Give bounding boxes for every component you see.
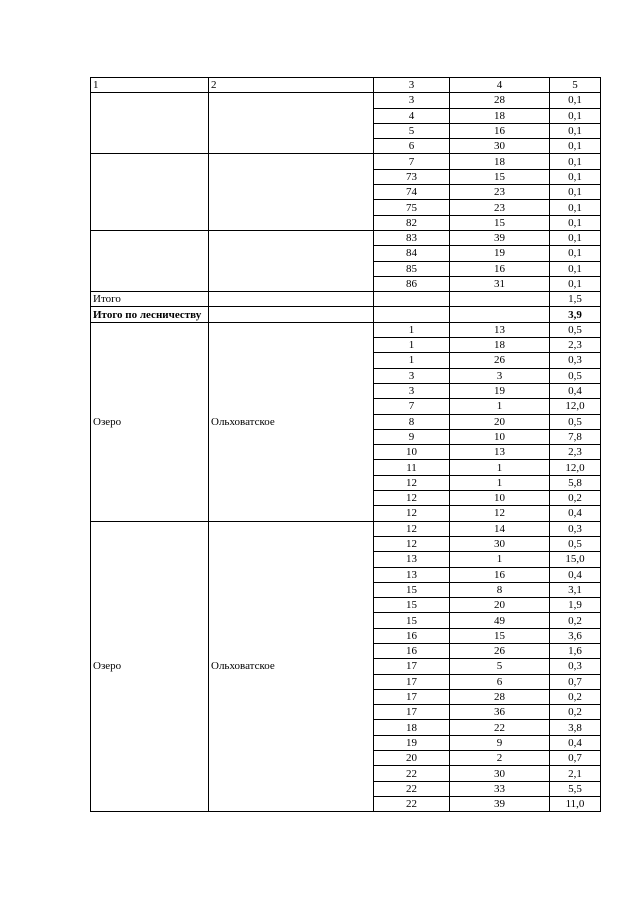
plot-cell: 16 xyxy=(450,123,550,138)
header-row xyxy=(91,78,601,93)
quarter-cell: 74 xyxy=(374,185,450,200)
quarter-cell: 12 xyxy=(374,491,450,506)
plot-cell: 1 xyxy=(450,460,550,475)
quarter-cell: 15 xyxy=(374,582,450,597)
quarter-cell: 85 xyxy=(374,261,450,276)
area-cell: 2,3 xyxy=(550,338,601,353)
area-cell: 0,1 xyxy=(550,200,601,215)
plot-cell: 1 xyxy=(450,399,550,414)
area-cell: 0,1 xyxy=(550,108,601,123)
plot-cell: 13 xyxy=(450,445,550,460)
plot-cell: 3 xyxy=(450,368,550,383)
area-cell: 0,5 xyxy=(550,536,601,551)
area-cell: 0,1 xyxy=(550,185,601,200)
plot-cell: 26 xyxy=(450,353,550,368)
quarter-cell: 10 xyxy=(374,445,450,460)
quarter-cell: 22 xyxy=(374,796,450,811)
empty-cell xyxy=(209,292,374,307)
quarter-cell: 16 xyxy=(374,643,450,658)
total-row xyxy=(91,292,601,307)
area-cell: 0,1 xyxy=(550,215,601,230)
plot-cell: 28 xyxy=(450,689,550,704)
table-body xyxy=(91,78,601,812)
plot-cell: 49 xyxy=(450,613,550,628)
plot-cell: 16 xyxy=(450,567,550,582)
quarter-cell: 17 xyxy=(374,659,450,674)
quarter-cell: 73 xyxy=(374,169,450,184)
area-cell: 0,4 xyxy=(550,383,601,398)
quarter-cell: 12 xyxy=(374,475,450,490)
empty-cell xyxy=(450,292,550,307)
quarter-cell: 20 xyxy=(374,751,450,766)
plot-cell: 30 xyxy=(450,139,550,154)
table-row xyxy=(91,521,601,536)
plot-cell: 16 xyxy=(450,261,550,276)
area-cell: 0,3 xyxy=(550,521,601,536)
quarter-cell: 9 xyxy=(374,429,450,444)
empty-cell xyxy=(209,307,374,322)
document-table xyxy=(90,77,601,812)
area-cell: 0,1 xyxy=(550,261,601,276)
quarter-cell: 4 xyxy=(374,108,450,123)
object-name-cell xyxy=(91,230,209,291)
quarter-cell: 22 xyxy=(374,766,450,781)
quarter-cell: 16 xyxy=(374,628,450,643)
area-cell: 12,0 xyxy=(550,460,601,475)
empty-cell xyxy=(374,307,450,322)
quarter-cell: 17 xyxy=(374,674,450,689)
total-value: 3,9 xyxy=(550,307,601,322)
plot-cell: 39 xyxy=(450,796,550,811)
area-cell: 0,1 xyxy=(550,93,601,108)
area-cell: 15,0 xyxy=(550,552,601,567)
quarter-cell: 3 xyxy=(374,93,450,108)
plot-cell: 12 xyxy=(450,506,550,521)
plot-cell: 18 xyxy=(450,338,550,353)
quarter-cell: 15 xyxy=(374,613,450,628)
area-cell: 3,6 xyxy=(550,628,601,643)
quarter-cell: 1 xyxy=(374,322,450,337)
quarter-cell: 11 xyxy=(374,460,450,475)
object-name-cell: Озеро xyxy=(91,322,209,521)
location-cell xyxy=(209,230,374,291)
plot-cell: 9 xyxy=(450,735,550,750)
quarter-cell: 13 xyxy=(374,552,450,567)
plot-cell: 20 xyxy=(450,414,550,429)
quarter-cell: 5 xyxy=(374,123,450,138)
empty-cell xyxy=(374,292,450,307)
header-cell: 1 xyxy=(91,78,209,93)
location-cell: Ольховатское xyxy=(209,322,374,521)
quarter-cell: 1 xyxy=(374,338,450,353)
area-cell: 0,5 xyxy=(550,414,601,429)
location-cell xyxy=(209,93,374,154)
area-cell: 2,1 xyxy=(550,766,601,781)
area-cell: 1,9 xyxy=(550,598,601,613)
area-cell: 1,6 xyxy=(550,643,601,658)
plot-cell: 33 xyxy=(450,781,550,796)
area-cell: 0,1 xyxy=(550,123,601,138)
empty-cell xyxy=(450,307,550,322)
quarter-cell: 15 xyxy=(374,598,450,613)
header-cell: 5 xyxy=(550,78,601,93)
quarter-cell: 19 xyxy=(374,735,450,750)
plot-cell: 5 xyxy=(450,659,550,674)
quarter-cell: 12 xyxy=(374,521,450,536)
plot-cell: 31 xyxy=(450,276,550,291)
plot-cell: 39 xyxy=(450,230,550,245)
plot-cell: 14 xyxy=(450,521,550,536)
plot-cell: 18 xyxy=(450,154,550,169)
plot-cell: 8 xyxy=(450,582,550,597)
quarter-cell: 6 xyxy=(374,139,450,154)
plot-cell: 36 xyxy=(450,705,550,720)
quarter-cell: 13 xyxy=(374,567,450,582)
quarter-cell: 12 xyxy=(374,506,450,521)
plot-cell: 15 xyxy=(450,169,550,184)
total-label: Итого xyxy=(91,292,209,307)
quarter-cell: 82 xyxy=(374,215,450,230)
header-cell: 2 xyxy=(209,78,374,93)
quarter-cell: 7 xyxy=(374,154,450,169)
area-cell: 3,8 xyxy=(550,720,601,735)
area-cell: 2,3 xyxy=(550,445,601,460)
area-cell: 0,1 xyxy=(550,246,601,261)
plot-cell: 30 xyxy=(450,766,550,781)
plot-cell: 23 xyxy=(450,185,550,200)
quarter-cell: 8 xyxy=(374,414,450,429)
quarter-cell: 3 xyxy=(374,368,450,383)
area-cell: 0,4 xyxy=(550,735,601,750)
header-cell: 3 xyxy=(374,78,450,93)
quarter-cell: 18 xyxy=(374,720,450,735)
quarter-cell: 17 xyxy=(374,689,450,704)
plot-cell: 30 xyxy=(450,536,550,551)
object-name-cell xyxy=(91,93,209,154)
total-value: 1,5 xyxy=(550,292,601,307)
area-cell: 12,0 xyxy=(550,399,601,414)
quarter-cell: 22 xyxy=(374,781,450,796)
plot-cell: 20 xyxy=(450,598,550,613)
object-name-cell xyxy=(91,154,209,230)
area-cell: 0,2 xyxy=(550,613,601,628)
plot-cell: 13 xyxy=(450,322,550,337)
quarter-cell: 1 xyxy=(374,353,450,368)
area-cell: 3,1 xyxy=(550,582,601,597)
area-cell: 5,8 xyxy=(550,475,601,490)
header-cell: 4 xyxy=(450,78,550,93)
area-cell: 0,2 xyxy=(550,689,601,704)
area-cell: 0,1 xyxy=(550,276,601,291)
total-label: Итого по лесничеству xyxy=(91,307,209,322)
plot-cell: 18 xyxy=(450,108,550,123)
quarter-cell: 86 xyxy=(374,276,450,291)
area-cell: 5,5 xyxy=(550,781,601,796)
quarter-cell: 12 xyxy=(374,536,450,551)
plot-cell: 19 xyxy=(450,246,550,261)
quarter-cell: 75 xyxy=(374,200,450,215)
area-cell: 11,0 xyxy=(550,796,601,811)
area-cell: 0,1 xyxy=(550,154,601,169)
area-cell: 0,5 xyxy=(550,368,601,383)
area-cell: 7,8 xyxy=(550,429,601,444)
area-cell: 0,5 xyxy=(550,322,601,337)
object-name-cell: Озеро xyxy=(91,521,209,812)
quarter-cell: 17 xyxy=(374,705,450,720)
plot-cell: 23 xyxy=(450,200,550,215)
table-row xyxy=(91,93,601,108)
quarter-cell: 84 xyxy=(374,246,450,261)
area-cell: 0,4 xyxy=(550,567,601,582)
area-cell: 0,2 xyxy=(550,705,601,720)
table-row xyxy=(91,230,601,245)
forestry-total-row xyxy=(91,307,601,322)
area-cell: 0,1 xyxy=(550,169,601,184)
plot-cell: 28 xyxy=(450,93,550,108)
area-cell: 0,7 xyxy=(550,751,601,766)
area-cell: 0,3 xyxy=(550,353,601,368)
plot-cell: 2 xyxy=(450,751,550,766)
plot-cell: 15 xyxy=(450,628,550,643)
plot-cell: 22 xyxy=(450,720,550,735)
area-cell: 0,2 xyxy=(550,491,601,506)
area-cell: 0,3 xyxy=(550,659,601,674)
area-cell: 0,1 xyxy=(550,139,601,154)
quarter-cell: 3 xyxy=(374,383,450,398)
plot-cell: 6 xyxy=(450,674,550,689)
quarter-cell: 83 xyxy=(374,230,450,245)
area-cell: 0,1 xyxy=(550,230,601,245)
plot-cell: 15 xyxy=(450,215,550,230)
table-row xyxy=(91,322,601,337)
plot-cell: 10 xyxy=(450,429,550,444)
plot-cell: 26 xyxy=(450,643,550,658)
plot-cell: 1 xyxy=(450,475,550,490)
plot-cell: 10 xyxy=(450,491,550,506)
area-cell: 0,4 xyxy=(550,506,601,521)
quarter-cell: 7 xyxy=(374,399,450,414)
area-cell: 0,7 xyxy=(550,674,601,689)
plot-cell: 19 xyxy=(450,383,550,398)
plot-cell: 1 xyxy=(450,552,550,567)
table-row xyxy=(91,154,601,169)
location-cell: Ольховатское xyxy=(209,521,374,812)
location-cell xyxy=(209,154,374,230)
